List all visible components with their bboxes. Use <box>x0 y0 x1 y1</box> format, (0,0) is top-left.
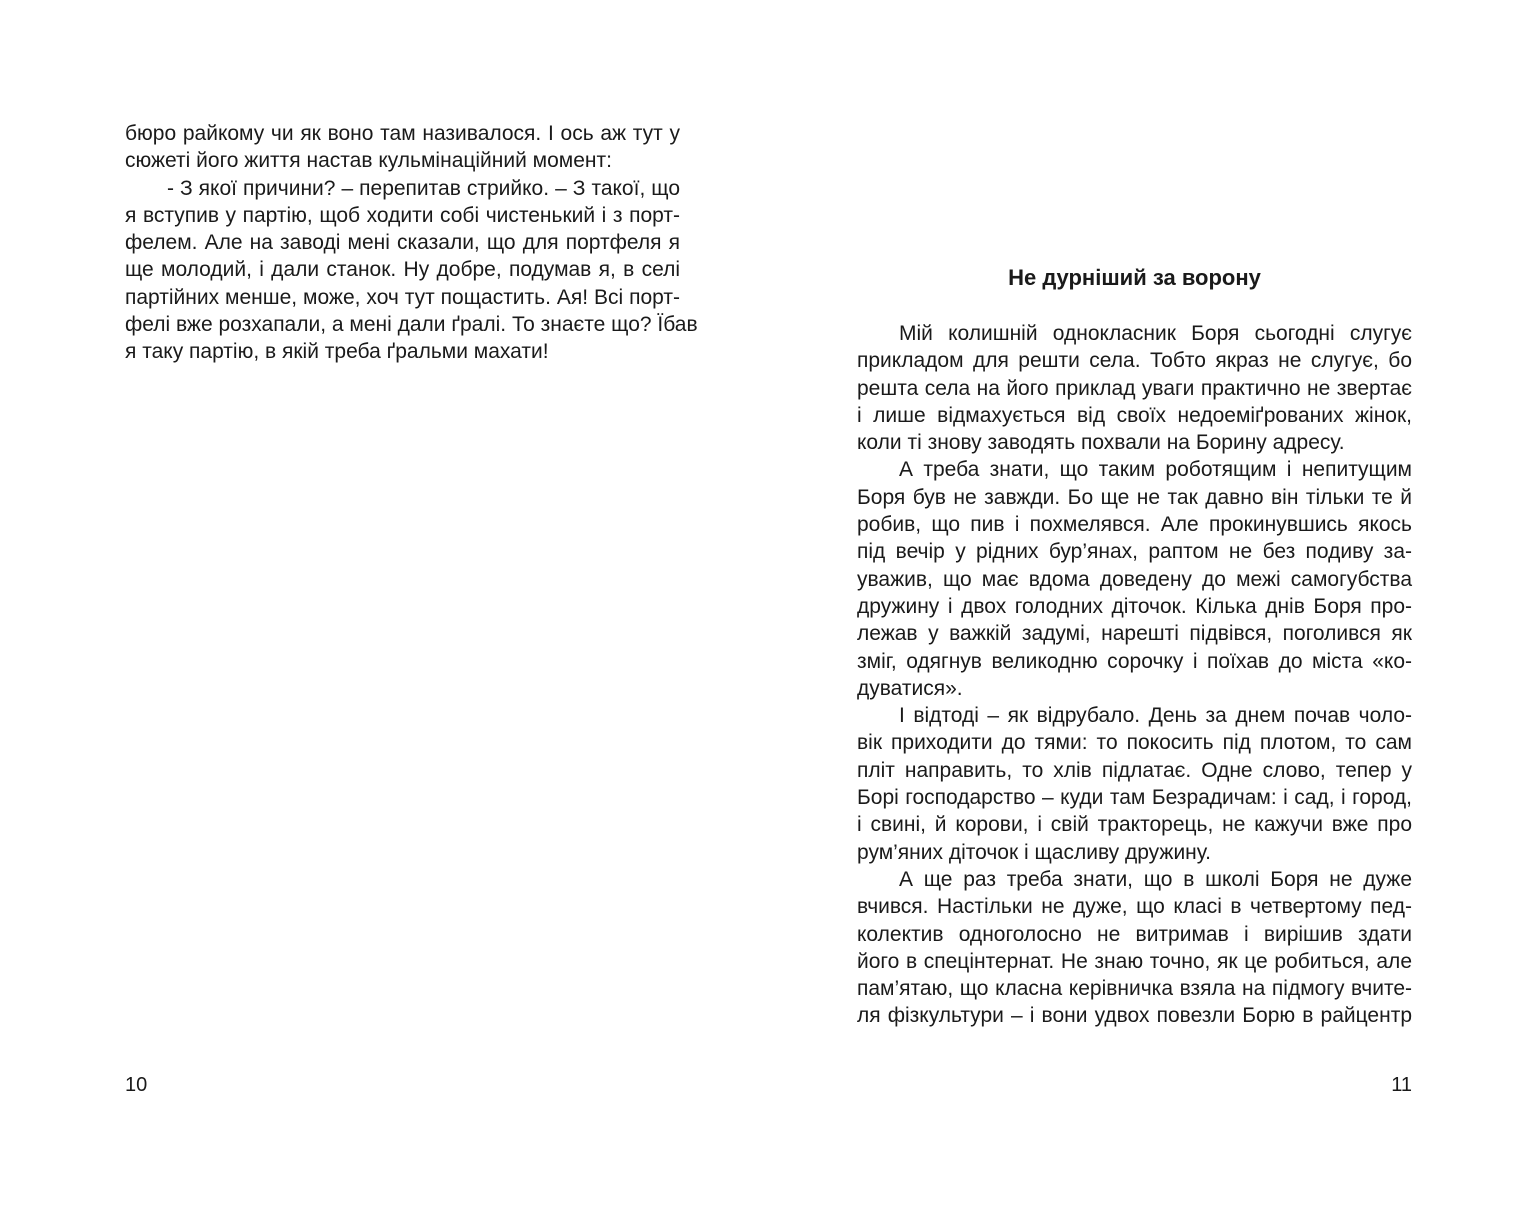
text-line: вік приходити до тями: то покосить під плотом, то сам <box>857 731 1412 755</box>
text-line: ще молодий, і дали станок. Ну добре, подумав я, в селі <box>125 258 680 282</box>
text-line: колектив одноголосно не витримав і вирішив здати <box>857 922 1412 946</box>
left-page <box>0 0 767 1211</box>
text-line: і лише відмахується від своїх недоеміґрованих жінок, <box>857 403 1412 427</box>
text-line: А треба знати, що таким роботящим і непитущим <box>899 458 1412 482</box>
text-line: під вечір у рідних бур’янах, раптом не без подиву за- <box>857 540 1412 564</box>
text-line: рум’яних діточок і щасливу дружину. <box>857 840 1212 864</box>
text-line: лежав у важкій задумі, нарешті підвівся, поголився як <box>857 622 1412 646</box>
page-number: 10 <box>125 1074 148 1096</box>
text-line: сюжеті його життя настав кульмінаційний момент: <box>125 149 612 173</box>
text-line: І відтоді – як відрубало. День за днем почав чоло- <box>899 704 1412 728</box>
right-page <box>767 0 1535 1211</box>
chapter-title: Не дурніший за ворону <box>1008 265 1261 290</box>
text-line: його в спецінтернат. Не знаю точно, як це робиться, але <box>857 949 1412 973</box>
right-page-text <box>857 320 1412 1030</box>
text-line: Мій колишній однокласник Боря сьогодні слугує <box>899 322 1412 345</box>
text-line: дуватися». <box>857 676 963 700</box>
text-line: зміг, одягнув великодню сорочку і поїхав до міста «ко- <box>857 649 1412 673</box>
text-line: вчився. Настільки не дуже, що класі в четвертому пед- <box>857 895 1412 919</box>
text-line: фелем. Але на заводі мені сказали, що для портфеля я <box>125 231 680 255</box>
text-line: бюро райкому чи як воно там називалося. І ось аж тут у <box>125 122 680 145</box>
page-number: 11 <box>1391 1074 1412 1096</box>
text-line: пліт направить, то хлів підлатає. Одне слово, тепер у <box>857 758 1412 782</box>
text-line: дружину і двох голодних діточок. Кілька днів Боря про- <box>857 594 1412 618</box>
text-line: я таку партію, в якій треба ґральми махати! <box>125 340 549 364</box>
text-line: фелі вже розхапали, а мені дали ґралі. То знаєте що? Їбав <box>125 313 698 337</box>
text-line: решта села на його приклад уваги практично не звертає <box>857 376 1412 400</box>
text-line: пам’ятаю, що класна керівничка взяла на підмогу вчите- <box>857 977 1412 1001</box>
text-line: Боря був не завжди. Бо ще не так давно він тільки те й <box>857 485 1412 509</box>
text-line: і свині, й корови, і свій тракторець, не кажучи вже про <box>857 813 1412 837</box>
text-line: коли ті знову заводять похвали на Борину адресу. <box>857 431 1345 455</box>
text-line: робив, що пив і похмелявся. Але прокинувшись якось <box>857 513 1412 537</box>
text-line: - З якої причини? – перепитав стрийко. – З такої, що <box>167 176 680 200</box>
text-line: партійних менше, може, хоч тут пощастить. Ая! Всі порт- <box>125 285 680 309</box>
text-line: прикладом для решти села. Тобто якраз не слугує, бо <box>857 349 1412 373</box>
text-line: Борі господарство – куди там Безрадичам: і сад, і город, <box>857 786 1412 810</box>
text-line: ля фізкультури – і вони удвох повезли Борю в райцентр <box>857 1004 1412 1028</box>
left-page-text <box>125 120 698 366</box>
text-line: А ще раз треба знати, що в школі Боря не дуже <box>899 867 1412 891</box>
text-line: я вступив у партію, щоб ходити собі чистенький і з порт- <box>125 203 680 227</box>
text-line: уважив, що має вдома доведену до межі самогубства <box>857 567 1412 591</box>
